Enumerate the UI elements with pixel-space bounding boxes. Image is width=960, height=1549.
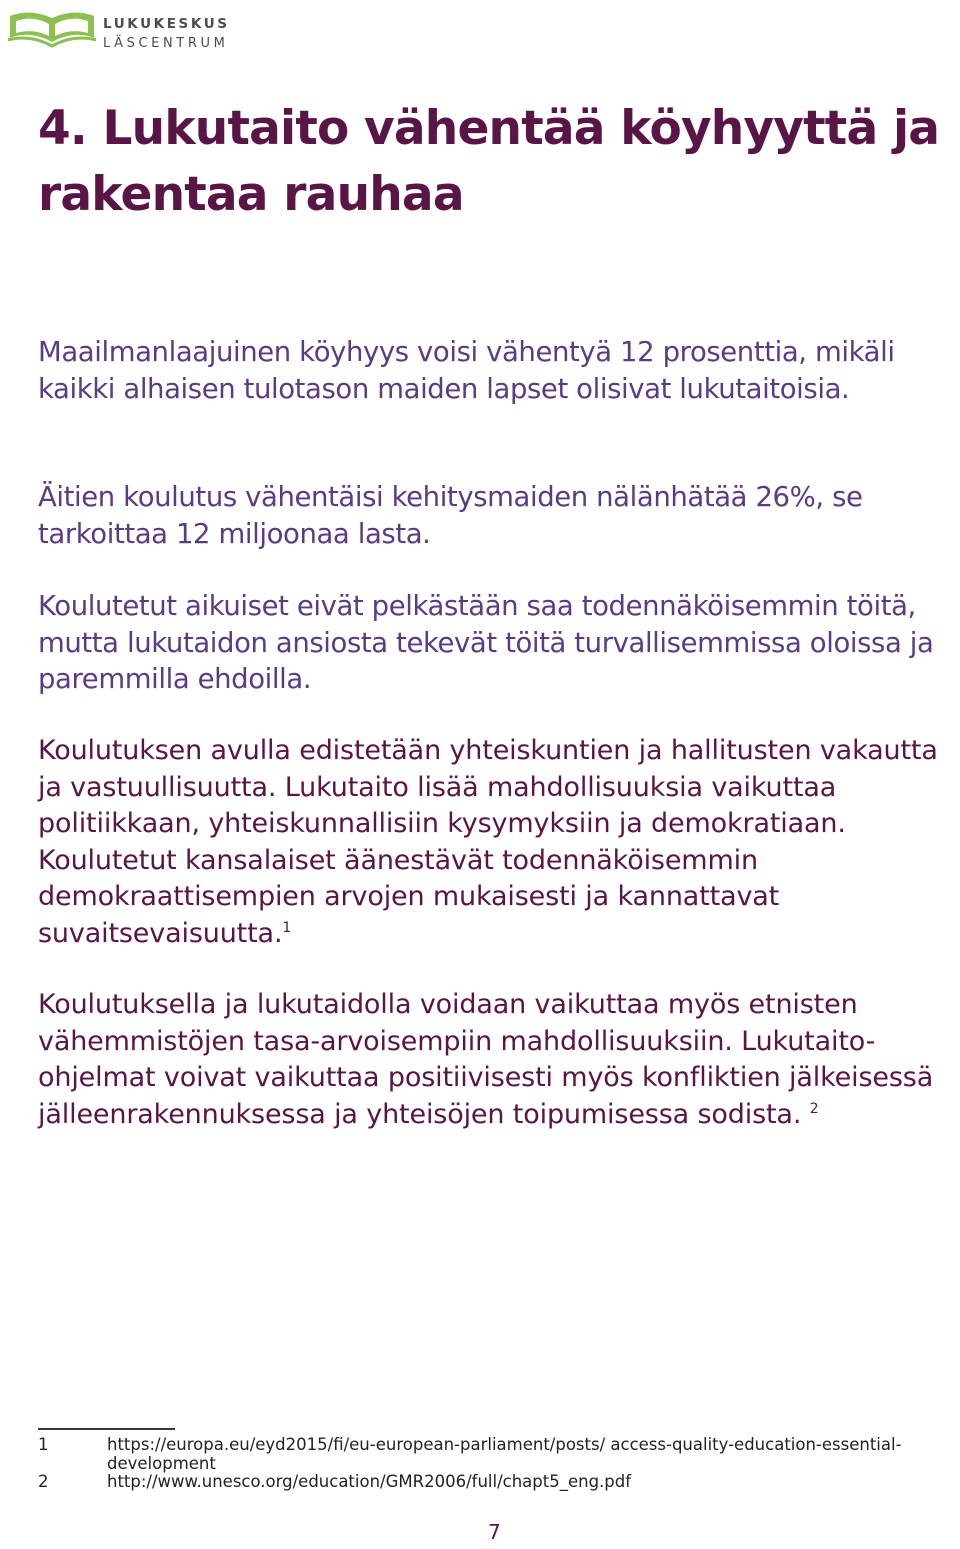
paragraph-minorities-peace (38, 987, 943, 1133)
paragraph-educated-adults: Koulutetut aikuiset eivät pelkästään saa todennäköisemmin töitä, mutta lukutaidon ansiosta tekevät töitä turvallisemmissa oloissa ja paremmilla ehdoilla. (38, 590, 934, 695)
paragraph-mothers-education: Äitien koulutus vähentäisi kehitysmaiden nälänhätää 26%, se tarkoittaa 12 miljoonaa lasta. (38, 481, 863, 550)
footnote-divider (38, 1428, 175, 1430)
footnote-1-number: 1 (38, 1435, 49, 1454)
logo (6, 8, 246, 52)
footnote-1-link[interactable]: https://europa.eu/eyd2015/fi/eu-european-parliament/posts/ access-quality-education-essential-development (107, 1435, 902, 1473)
footnote-2-link[interactable]: http://www.unesco.org/education/GMR2006/full/chapt5_eng.pdf (107, 1472, 632, 1491)
footnote-ref-1[interactable]: 1 (282, 919, 292, 936)
footnote-ref-2[interactable]: 2 (809, 1100, 819, 1117)
page-heading: 4. Lukutaito vähentää köyhyyttä ja rakentaa rauhaa (38, 101, 940, 222)
page-number: 7 (488, 1520, 501, 1544)
open-book-icon (6, 8, 98, 48)
paragraph-stability-text: Koulutuksen avulla edistetään yhteiskuntien ja hallitusten vakautta ja vastuullisuutta. Lukutaito lisää mahdollisuuksia vaikuttaa politiikkaan, yhteiskunnallisiin kysymyksiin ja demokratiaan. Koulutetut kansalaiset äänestävät todennäköisemmin demokraattisempien arvojen mukaisesti ja kannattavat suvaitsevaisuutta. (38, 735, 938, 949)
paragraph-stability (38, 733, 943, 952)
paragraph-poverty: Maailmanlaajuinen köyhyys voisi vähentyä 12 prosenttia, mikäli kaikki alhaisen tulotason maiden lapset olisivat lukutaitoisia. (38, 336, 895, 405)
logo-text-primary: LUKUKESKUS (103, 16, 230, 32)
logo-text-secondary: LÄSCENTRUM (103, 36, 229, 51)
paragraph-minorities-text: Koulutuksella ja lukutaidolla voidaan vaikuttaa myös etnisten vähemmistöjen tasa-arvoisempiin mahdollisuuksiin. Lukutaito-ohjelmat voivat vaikuttaa positiivisesti myös konfliktien jälkeisessä jälleenrakennuksessa ja yhteisöjen toipumisessa sodista. (38, 989, 934, 1130)
footnote-2-number: 2 (38, 1472, 49, 1491)
